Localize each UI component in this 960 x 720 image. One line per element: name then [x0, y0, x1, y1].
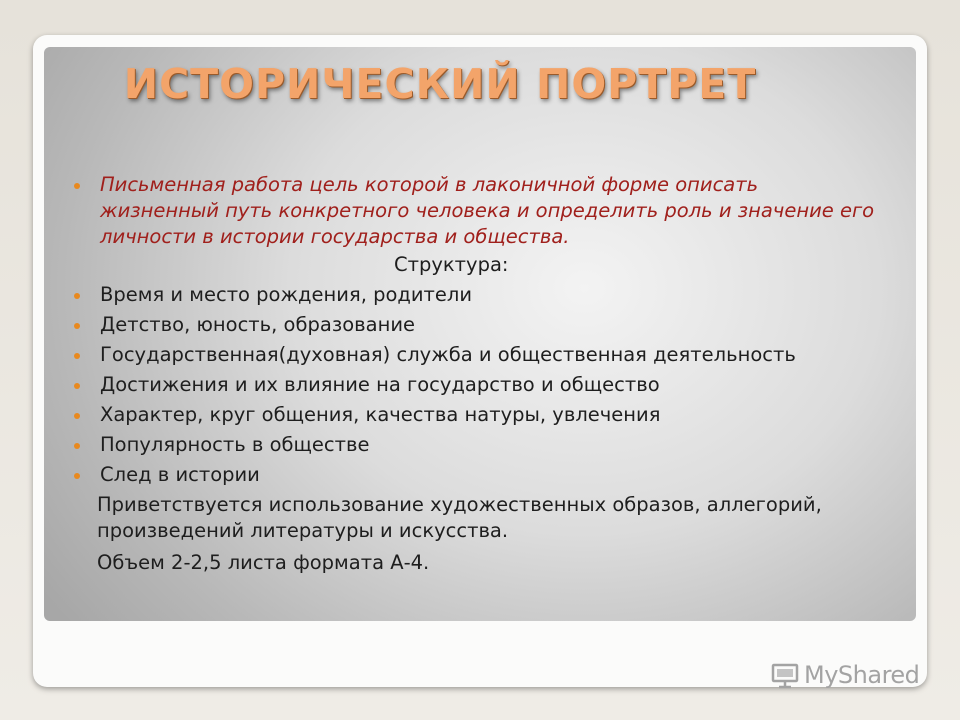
list-item-text: Детство, юность, образование	[100, 313, 415, 336]
bullet-icon	[74, 383, 80, 389]
list-item	[72, 462, 882, 488]
presentation-board-icon	[770, 660, 800, 690]
list-item-text: Государственная(духовная) служба и общественная деятельность	[100, 343, 796, 366]
structure-label: Структура:	[394, 253, 509, 276]
bullet-icon	[74, 443, 80, 449]
bullet-icon	[74, 413, 80, 419]
watermark-logo	[770, 658, 919, 692]
note-text: Приветствуется использование художественных образов, аллегорий, произведений литературы и искусства.	[97, 493, 822, 542]
bullet-icon	[74, 183, 80, 189]
list-item	[72, 372, 882, 398]
list-item	[72, 432, 882, 458]
bullet-icon	[74, 473, 80, 479]
list-item	[72, 312, 882, 338]
list-item-text: Достижения и их влияние на государство и общество	[100, 373, 660, 396]
intro-text: Письменная работа цель которой в лаконичной форме описать жизненный путь конкретного человека и определить роль и значение его личности в истории государства и общества.	[100, 173, 875, 248]
list-item	[72, 282, 882, 308]
list-item	[72, 342, 882, 368]
watermark-text: MyShared	[804, 661, 920, 689]
list-item-text: Характер, круг общения, качества натуры, увлечения	[100, 403, 661, 426]
list-item	[72, 402, 882, 428]
slide-title: ИСТОРИЧЕСКИЙ ПОРТРЕТ	[123, 60, 757, 108]
list-item-text: Популярность в обществе	[100, 433, 370, 456]
volume-text: Объем 2-2,5 листа формата А-4.	[97, 551, 430, 574]
intro-item	[72, 172, 882, 250]
bullet-icon	[74, 293, 80, 299]
bullet-icon	[74, 323, 80, 329]
slide-content	[72, 172, 882, 576]
list-item-text: След в истории	[100, 463, 260, 486]
bullet-icon	[74, 353, 80, 359]
list-item-text: Время и место рождения, родители	[100, 283, 473, 306]
